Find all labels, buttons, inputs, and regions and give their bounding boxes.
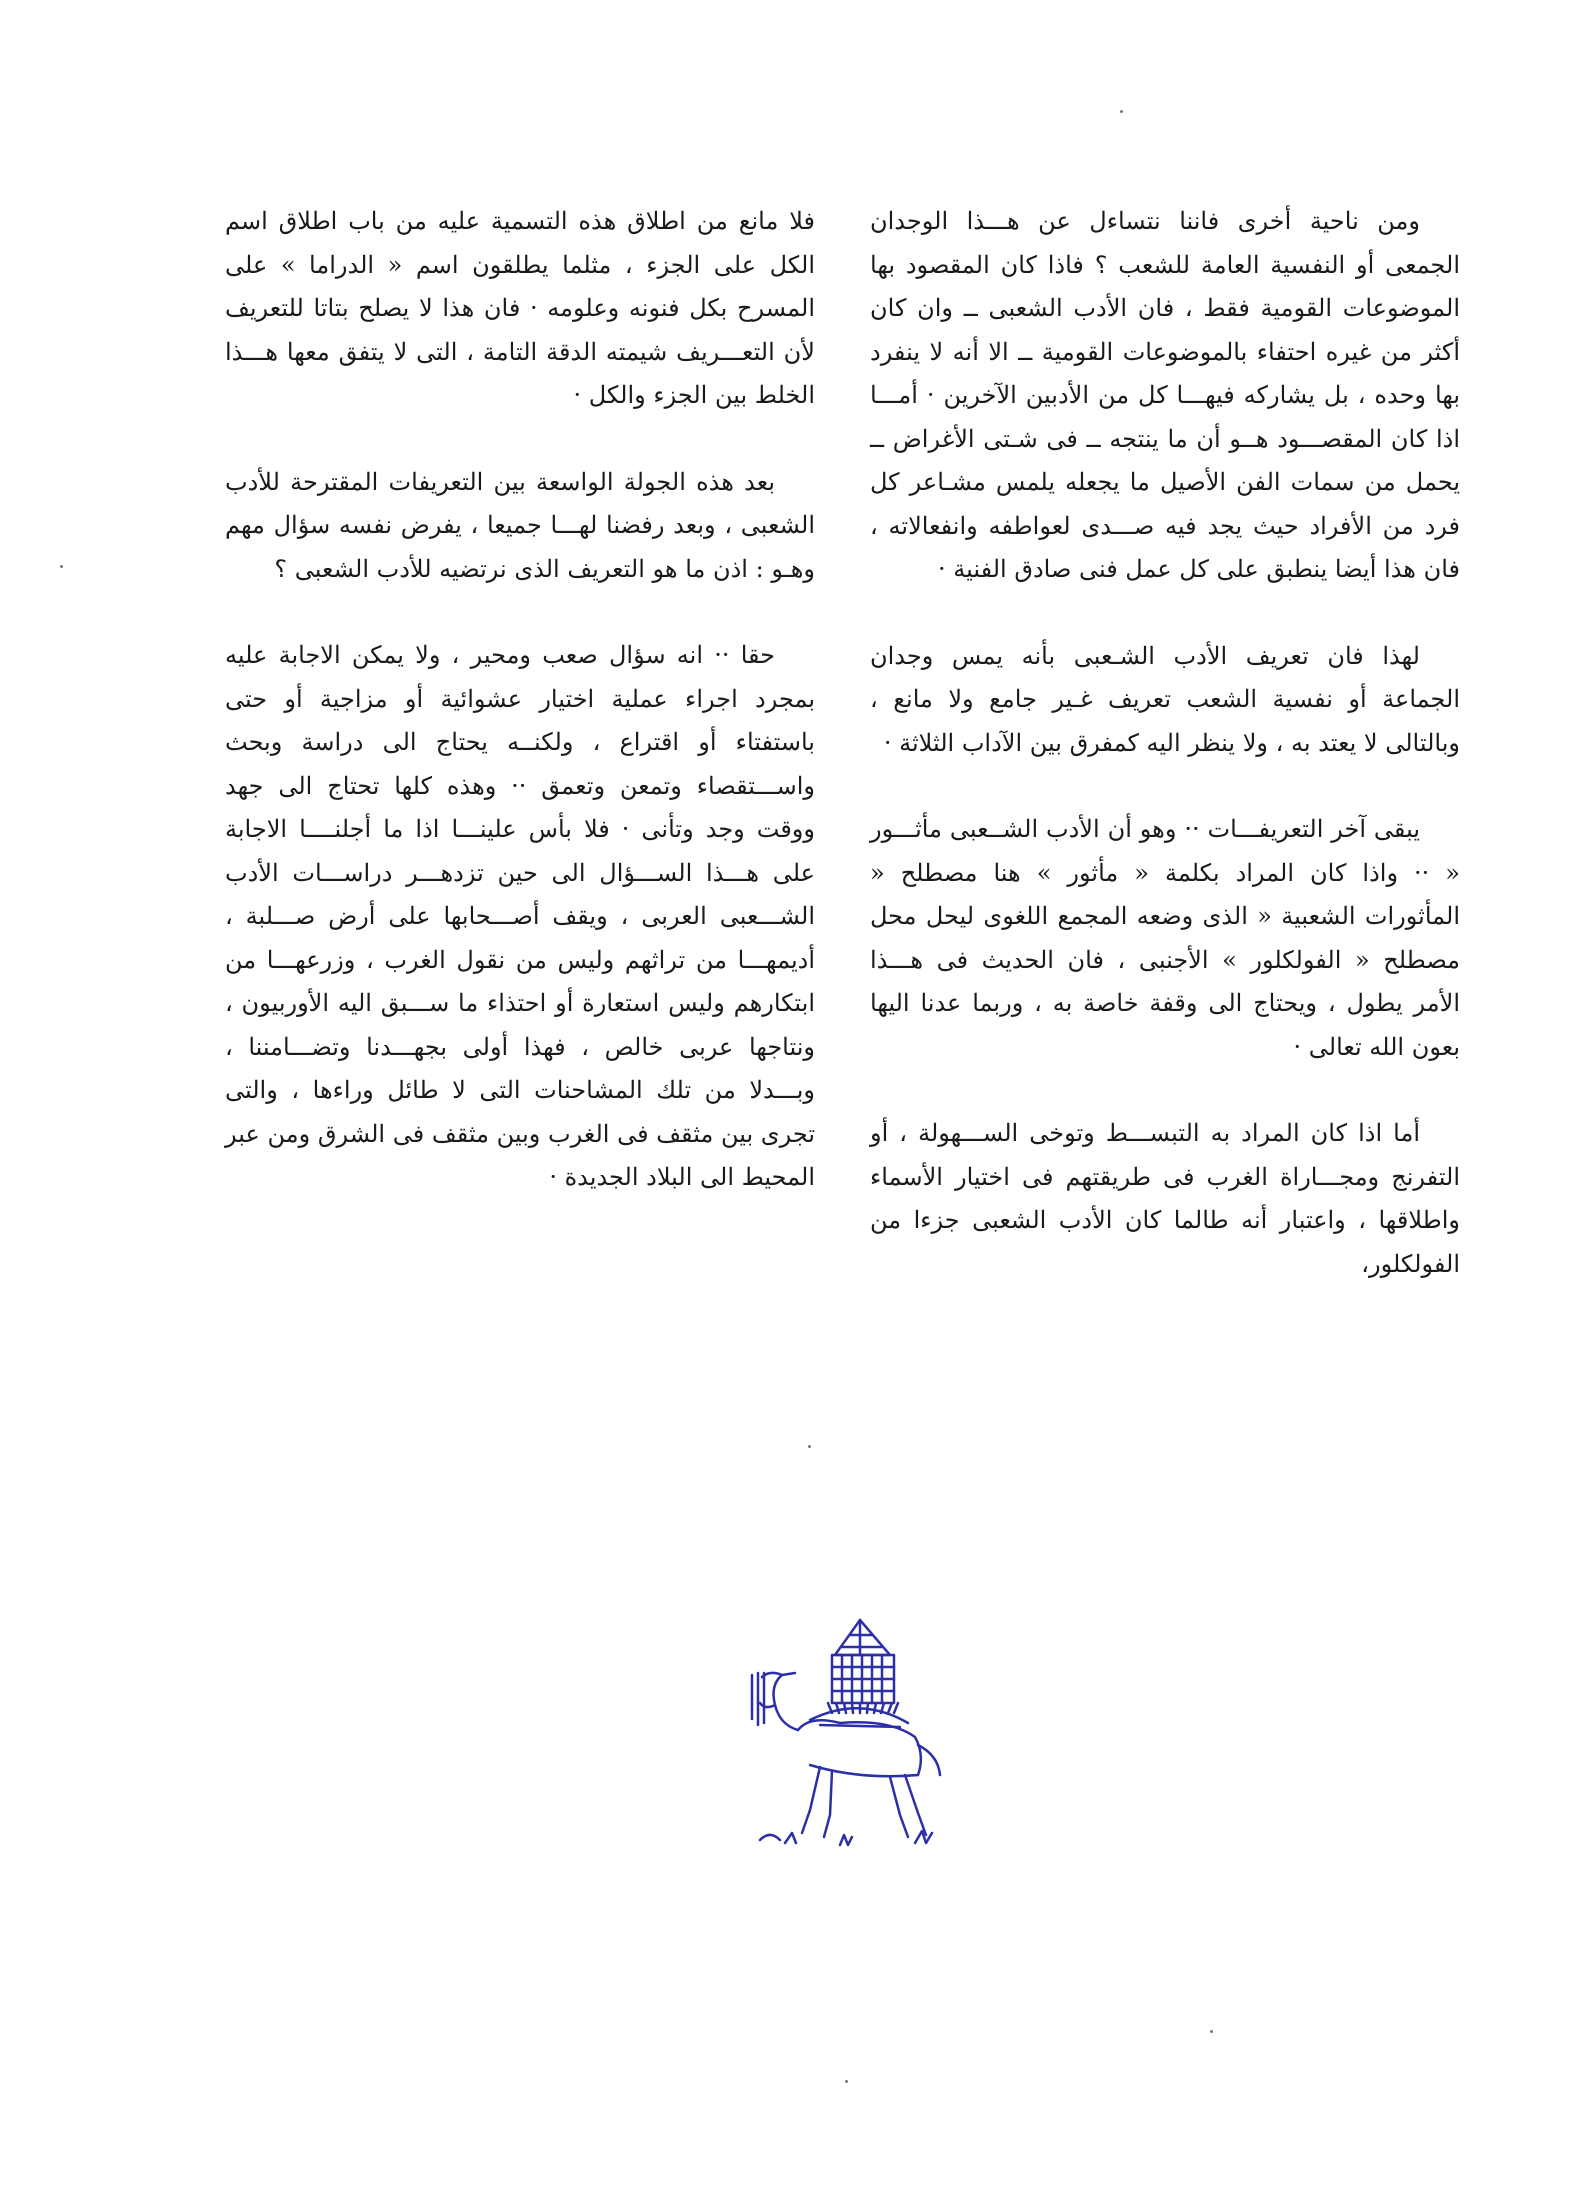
paragraph: يبقى آخر التعريفـــات ·· وهو أن الأدب الشــعبى مأثـــور « ·· واذا كان المراد بكلمة « مأثور » هنا مصطلح « المأثورات الشعبية « الذى وضعه المجمع اللغوى ليحل محل مصطلح « الفولكلور » الأجنبى ، فان الحديث فى هـــذا الأمر يطول ، ويحتاج الى وقفة خاصة به ، وربما عدنا اليها بعون الله تعالى ·	[870, 815, 1460, 1061]
paper-speck	[808, 1445, 811, 1448]
paper-speck	[1210, 2030, 1213, 2033]
paper-speck	[845, 2080, 848, 2083]
camel-with-litter-illustration	[740, 1615, 955, 1855]
paper-speck	[60, 565, 63, 568]
paragraph: حقا ·· انه سؤال صعب ومحير ، ولا يمكن الاجابة عليه بمجرد اجراء عملية اختيار عشوائية أو مزاجية أو حتى باستفتاء أو اقتراع ، ولكنــه يحتاج الى دراسة وبحث واســـتقصاء وتمعن وتعمق ·· وهذه كلها تحتاج الى جهد ووقت وجد وتأنى · فلا بأس علينـــا اذا ما أجلنــــا الاجابة على هـــذا الســـؤال الى حين تزدهـــر دراســـات الأدب الشـــعبى العربى ، ويقف أصـــحابها على أرض صـــلبة ، أديمهـــا من تراثهم وليس من نقول الغرب ، وزرعهـــا من ابتكارهم وليس استعارة أو احتذاء ما ســـبق اليه الأوربيون ، ونتاجها عربى خالص ، فهذا أولى بجهـــدنا وتضـــامننا ، وبـــدلا من تلك المشاحنات التى لا طائل وراءها ، والتى تجرى بين مثقف فى الغرب وبين مثقف فى الشرق ومن عبر المحيط الى البلاد الجديدة ·	[225, 641, 815, 1191]
paragraph: أما اذا كان المراد به التبســـط وتوخى الســـهولة ، أو التفرنج ومجـــاراة الغرب فى طريقتهم فى اختيار الأسماء واطلاقها ، واعتبار أنه طالما كان الأدب الشعبى جزءا من الفولكلور،	[870, 1119, 1460, 1278]
paragraph: ومن ناحية أخرى فاننا نتساءل عن هـــذا الوجدان الجمعى أو النفسية العامة للشعب ؟ فاذا كان المقصود بها الموضوعات القومية فقط ، فان الأدب الشعبى ــ وان كان أكثر من غيره احتفاء بالموضوعات القومية ــ الا أنه لا ينفرد بها وحده ، بل يشاركه فيهـــا كل من الأدبين الآخرين · أمـــا اذا كان المقصـــود هــو أن ما ينتجه ــ فى شـتى الأغراض ــ يحمل من سمات الفن الأصيل ما يجعله يلمس مشـاعر كل فرد من الأفراد حيث يجد فيه صـــدى لعواطفه وانفعالاته ، فان هذا أيضا ينطبق على كل عمل فنى صادق الفنية ·	[870, 207, 1460, 583]
text-column-right	[870, 200, 1460, 1329]
paragraph: بعد هذه الجولة الواسعة بين التعريفات المقترحة للأدب الشعبى ، وبعد رفضنا لهـــا جميعا ، يفرض نفسه سؤال مهم وهـو : اذن ما هو التعريف الذى نرتضيه للأدب الشعبى ؟	[225, 467, 815, 583]
paragraph: لهذا فان تعريف الأدب الشـعبى بأنه يمس وجدان الجماعة أو نفسية الشعب تعريف غـير جامع ولا مانع ، وبالتالى لا يعتد به ، ولا ينظر اليه كمفرق بين الآداب الثلاثة ·	[870, 641, 1460, 757]
paper-speck	[1120, 110, 1123, 113]
paragraph: فلا مانع من اطلاق هذه التسمية عليه من باب اطلاق اسم الكل على الجزء ، مثلما يطلقون اسم « الدراما » على المسرح بكل فنونه وعلومه · فان هذا لا يصلح بتاتا للتعريف لأن التعـــريف شيمته الدقة التامة ، التى لا يتفق معها هـــذا الخلط بين الجزء والكل ·	[225, 207, 816, 409]
text-column-left	[225, 200, 815, 1243]
